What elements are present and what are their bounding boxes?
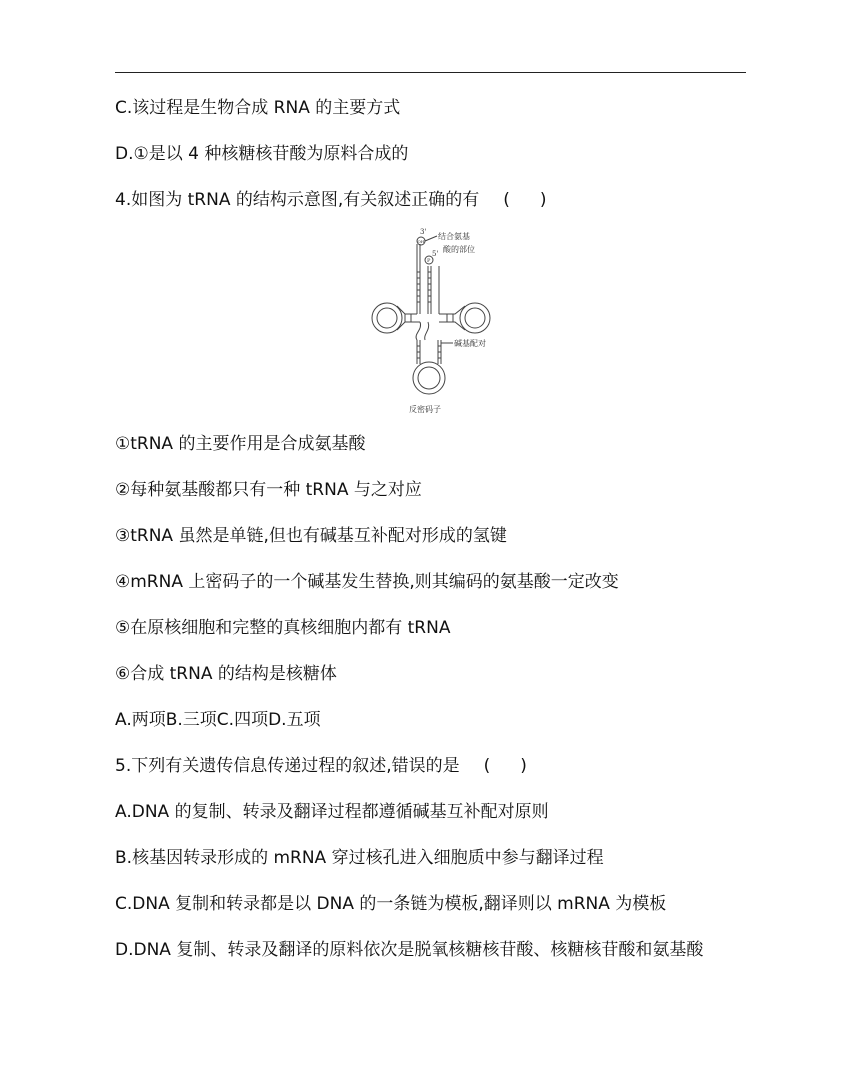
trna-structure-figure — [365, 226, 495, 418]
answer-blank: ( ) — [483, 756, 527, 776]
question-5-text: 5.下列有关遗传信息传递过程的叙述,错误的是 — [115, 756, 460, 776]
question-5-option-d: D.DNA 复制、转录及翻译的原料依次是脱氧核糖核苷酸、核糖核苷酸和氨基酸 — [115, 940, 704, 960]
question-4 — [115, 189, 547, 211]
question-4-text: 4.如图为 tRNA 的结构示意图,有关叙述正确的有 — [115, 190, 480, 210]
header-rule — [115, 72, 746, 73]
statement-4: ④mRNA 上密码子的一个碱基发生替换,则其编码的氨基酸一定改变 — [115, 572, 619, 592]
question-5 — [115, 755, 527, 777]
question-5-option-b: B.核基因转录形成的 mRNA 穿过核孔进入细胞质中参与翻译过程 — [115, 848, 604, 868]
trna-diagram — [365, 226, 495, 418]
base-pairing-label: 碱基配对 — [454, 339, 486, 348]
statement-2: ②每种氨基酸都只有一种 tRNA 与之对应 — [115, 480, 422, 500]
five-prime-label: 5' — [432, 250, 439, 258]
oh-label: OH — [417, 239, 425, 244]
binding-site-label-2: 酸的部位 — [443, 245, 475, 254]
statement-1: ①tRNA 的主要作用是合成氨基酸 — [115, 434, 366, 454]
answer-blank: ( ) — [503, 190, 547, 210]
question-5-option-a: A.DNA 的复制、转录及翻译过程都遵循碱基互补配对原则 — [115, 802, 549, 822]
p-label: P — [427, 258, 431, 264]
question-5-option-c: C.DNA 复制和转录都是以 DNA 的一条链为模板,翻译则以 mRNA 为模板 — [115, 894, 667, 914]
statement-3: ③tRNA 虽然是单链,但也有碱基互补配对形成的氢键 — [115, 526, 507, 546]
option-d-line: D.①是以 4 种核糖核苷酸为原料合成的 — [115, 144, 409, 164]
three-prime-label: 3' — [420, 228, 427, 236]
anticodon-label: 反密码子 — [409, 405, 441, 414]
binding-site-label-1: 结合氨基 — [438, 232, 470, 241]
option-c-line: C.该过程是生物合成 RNA 的主要方式 — [115, 98, 401, 118]
question-4-options: A.两项B.三项C.四项D.五项 — [115, 710, 321, 730]
statement-6: ⑥合成 tRNA 的结构是核糖体 — [115, 664, 337, 684]
statement-5: ⑤在原核细胞和完整的真核细胞内都有 tRNA — [115, 618, 451, 638]
